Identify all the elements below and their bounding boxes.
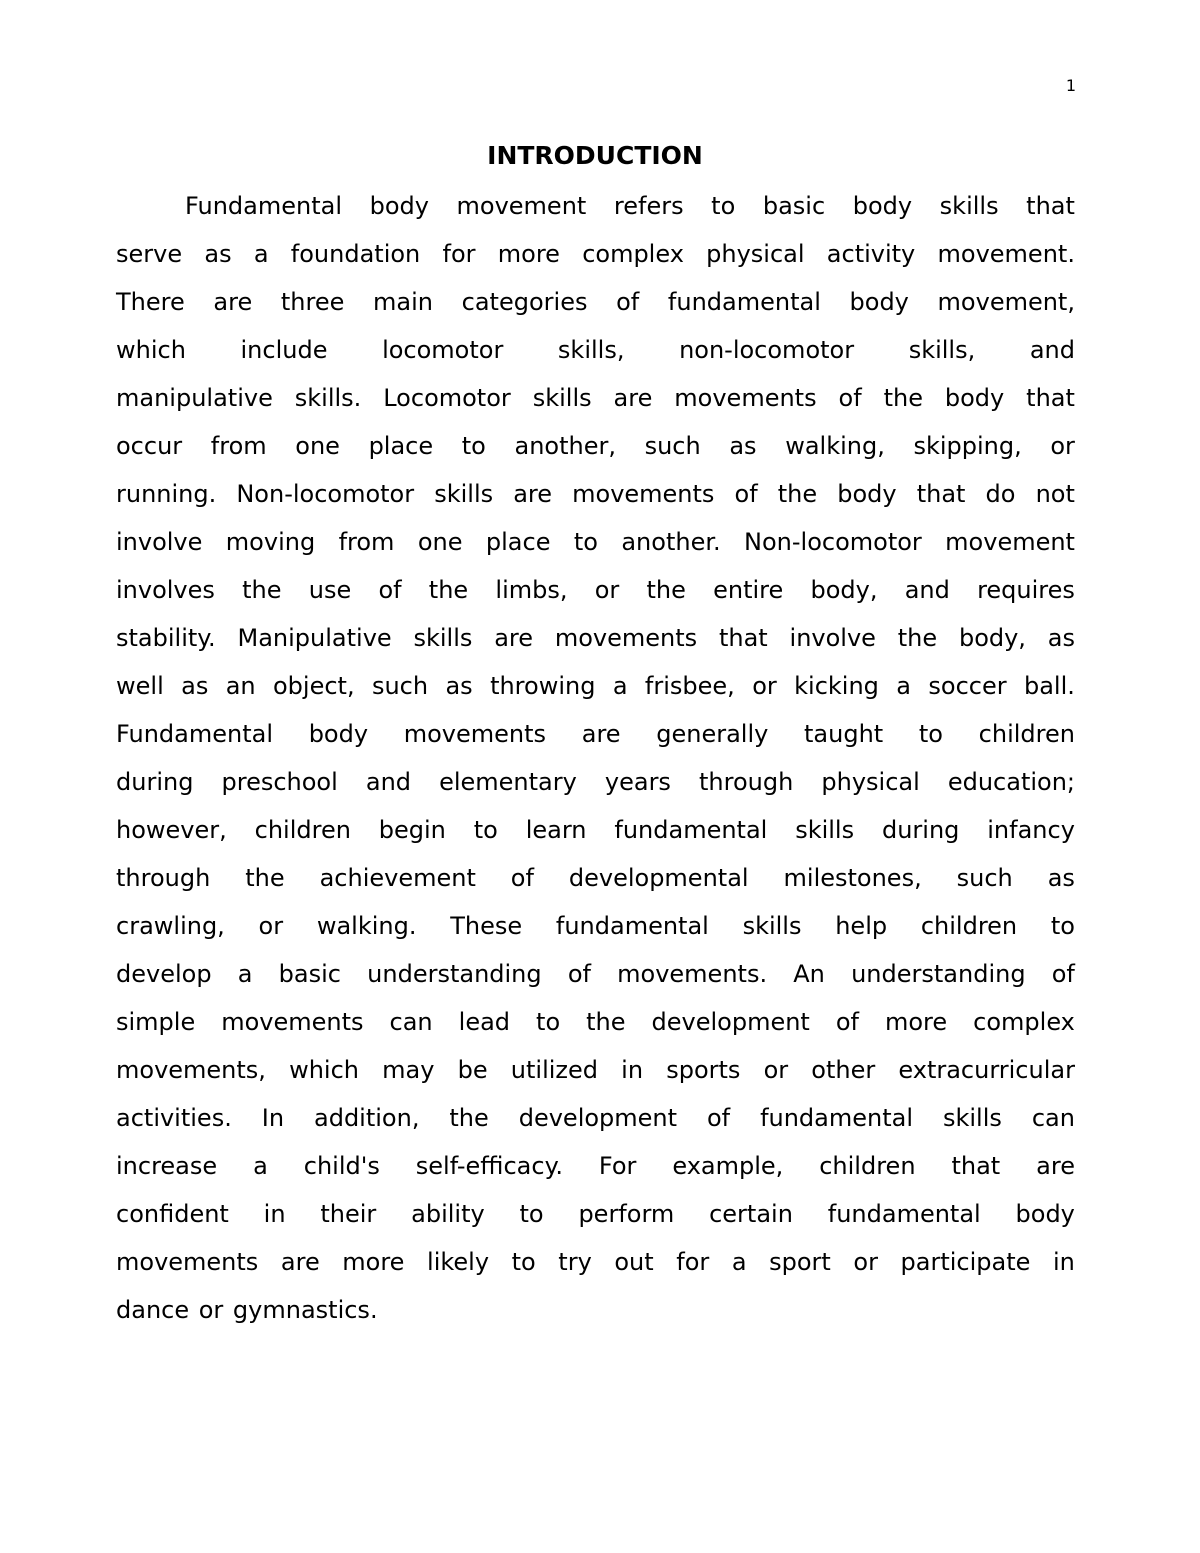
text-line — [116, 998, 1075, 1046]
word: skills — [434, 480, 494, 508]
word: involve — [116, 528, 203, 556]
word: not — [1035, 480, 1075, 508]
word: basic — [278, 960, 341, 988]
word: of — [378, 576, 402, 604]
word: manipulative — [116, 384, 273, 412]
word: movements — [572, 480, 715, 508]
word: more — [342, 1248, 405, 1276]
word: For — [598, 1152, 637, 1180]
word: or — [853, 1248, 878, 1276]
word: Locomotor — [383, 384, 511, 412]
text-line — [116, 806, 1075, 854]
word: place — [368, 432, 434, 460]
word: preschool — [221, 768, 338, 796]
word: walking. — [316, 912, 417, 940]
word: one — [295, 432, 340, 460]
word: be — [457, 1056, 488, 1084]
text-line — [116, 422, 1075, 470]
word: of — [734, 480, 758, 508]
word: limbs, — [495, 576, 568, 604]
word: the — [883, 384, 923, 412]
word: one — [417, 528, 463, 556]
word: which — [116, 336, 186, 364]
word: of — [616, 288, 640, 316]
word: from — [338, 528, 395, 556]
word: body, — [958, 624, 1026, 652]
word: and — [365, 768, 412, 796]
word: utilized — [510, 1056, 599, 1084]
word: involve — [789, 624, 876, 652]
word: extracurricular — [898, 1056, 1075, 1084]
word: the — [586, 1008, 626, 1036]
word: may — [382, 1056, 435, 1084]
word: during — [116, 768, 194, 796]
text-line — [116, 470, 1075, 518]
text-line — [116, 374, 1075, 422]
word: of — [510, 864, 534, 892]
word: increase — [116, 1152, 218, 1180]
word: requires — [977, 576, 1075, 604]
word: body — [369, 192, 429, 220]
word: are — [213, 288, 253, 316]
word: kicking — [794, 672, 879, 700]
text-line — [116, 902, 1075, 950]
text-line — [116, 518, 1075, 566]
word: three — [280, 288, 345, 316]
word: In — [261, 1104, 285, 1132]
word: self-efficacy. — [415, 1152, 563, 1180]
word: in — [263, 1200, 286, 1228]
word: a — [612, 672, 628, 700]
word: Fundamental — [185, 192, 342, 220]
text-line: dance or gymnastics. — [116, 1296, 378, 1324]
word: another. — [621, 528, 721, 556]
word: milestones, — [783, 864, 922, 892]
word: help — [835, 912, 888, 940]
word: of — [567, 960, 591, 988]
word: An — [793, 960, 825, 988]
word: a — [253, 1152, 268, 1180]
text-line — [116, 182, 1075, 230]
text-line — [116, 326, 1075, 374]
word: begin — [378, 816, 446, 844]
word: fundamental — [827, 1200, 981, 1228]
word: sports — [666, 1056, 741, 1084]
word: such — [371, 672, 429, 700]
word: their — [320, 1200, 377, 1228]
text-line — [116, 662, 1075, 710]
word: object, — [273, 672, 355, 700]
word: the — [646, 576, 686, 604]
word: which — [289, 1056, 360, 1084]
word: crawling, — [116, 912, 225, 940]
word: skills. — [294, 384, 362, 412]
word: movements. — [617, 960, 768, 988]
word: sport — [769, 1248, 831, 1276]
word: in — [1053, 1248, 1075, 1276]
word: can — [389, 1008, 433, 1036]
word: body — [852, 192, 913, 220]
word: or — [1050, 432, 1075, 460]
word: a — [237, 960, 253, 988]
word: during — [881, 816, 960, 844]
word: body — [849, 288, 909, 316]
word: as — [1047, 624, 1075, 652]
word: children — [978, 720, 1075, 748]
word: perform — [578, 1200, 675, 1228]
word: as — [729, 432, 757, 460]
word: through — [699, 768, 794, 796]
word: skills — [795, 816, 855, 844]
word: are — [494, 624, 534, 652]
word: the — [245, 864, 285, 892]
word: learn — [525, 816, 587, 844]
word: fundamental — [667, 288, 821, 316]
word: are — [613, 384, 653, 412]
word: Manipulative — [237, 624, 392, 652]
word: children — [920, 912, 1018, 940]
word: as — [181, 672, 209, 700]
word: skills — [942, 1104, 1002, 1132]
word: There — [116, 288, 185, 316]
word: body — [944, 384, 1005, 412]
word: to — [1050, 912, 1075, 940]
word: as — [1047, 864, 1075, 892]
text-line — [116, 614, 1075, 662]
word: movement, — [937, 288, 1075, 316]
word: These — [450, 912, 523, 940]
word: movements — [116, 1248, 259, 1276]
word: child's — [303, 1152, 380, 1180]
word: developmental — [568, 864, 749, 892]
word: another, — [514, 432, 616, 460]
word: children — [819, 1152, 916, 1180]
word: that — [1026, 384, 1075, 412]
word: movements — [403, 720, 547, 748]
word: activities. — [116, 1104, 232, 1132]
word: and — [904, 576, 950, 604]
word: movement. — [937, 240, 1075, 268]
word: well — [116, 672, 164, 700]
word: for — [676, 1248, 710, 1276]
word: are — [513, 480, 553, 508]
word: generally — [656, 720, 769, 748]
word: locomotor — [382, 336, 504, 364]
word: years — [604, 768, 671, 796]
word: that — [916, 480, 966, 508]
word: or — [752, 672, 777, 700]
word: categories — [461, 288, 588, 316]
word: in — [621, 1056, 644, 1084]
word: to — [573, 528, 598, 556]
word: achievement — [319, 864, 476, 892]
word: non-locomotor — [679, 336, 855, 364]
text-line — [116, 1142, 1075, 1190]
word: from — [210, 432, 267, 460]
word: that — [718, 624, 768, 652]
word: try — [558, 1248, 592, 1276]
word: to — [711, 192, 736, 220]
text-line — [116, 1094, 1075, 1142]
word: foundation — [290, 240, 421, 268]
text-line — [116, 854, 1075, 902]
word: more — [497, 240, 560, 268]
text-line — [116, 566, 1075, 614]
word: children — [254, 816, 351, 844]
text-line — [116, 278, 1075, 326]
word: body — [1015, 1200, 1075, 1228]
word: elementary — [439, 768, 577, 796]
word: main — [373, 288, 433, 316]
word: can — [1031, 1104, 1075, 1132]
word: more — [884, 1008, 948, 1036]
word: entire — [713, 576, 784, 604]
word: physical — [821, 768, 920, 796]
text-line — [116, 950, 1075, 998]
word: soccer — [928, 672, 1007, 700]
word: certain — [709, 1200, 793, 1228]
word: skills — [939, 192, 999, 220]
word: activity — [826, 240, 916, 268]
word: addition, — [314, 1104, 420, 1132]
word: or — [763, 1056, 789, 1084]
word: understanding — [851, 960, 1026, 988]
word: that — [1026, 192, 1075, 220]
word: use — [308, 576, 352, 604]
word: as — [445, 672, 473, 700]
word: skills, — [557, 336, 625, 364]
word: fundamental — [555, 912, 709, 940]
word: movement — [456, 192, 587, 220]
word: movements — [554, 624, 698, 652]
word: the — [449, 1104, 489, 1132]
word: skills — [742, 912, 802, 940]
word: Non-locomotor — [236, 480, 415, 508]
word: are — [581, 720, 621, 748]
word: lead — [458, 1008, 511, 1036]
word: confident — [116, 1200, 229, 1228]
word: a — [253, 240, 269, 268]
word: do — [985, 480, 1016, 508]
word: movements — [674, 384, 817, 412]
word: place — [485, 528, 551, 556]
word: include — [240, 336, 328, 364]
word: example, — [672, 1152, 784, 1180]
word: taught — [804, 720, 884, 748]
word: such — [644, 432, 701, 460]
word: such — [956, 864, 1013, 892]
word: moving — [225, 528, 316, 556]
word: the — [897, 624, 938, 652]
word: the — [242, 576, 282, 604]
word: to — [461, 432, 486, 460]
word: out — [614, 1248, 654, 1276]
text-line — [116, 1046, 1075, 1094]
word: movements, — [116, 1056, 266, 1084]
body-paragraph — [116, 182, 1075, 1334]
word: the — [777, 480, 818, 508]
word: skipping, — [913, 432, 1022, 460]
word: and — [1029, 336, 1075, 364]
word: throwing — [490, 672, 596, 700]
word: to — [519, 1200, 544, 1228]
word: of — [1051, 960, 1075, 988]
word: complex — [582, 240, 684, 268]
word: fundamental — [760, 1104, 914, 1132]
word: development — [518, 1104, 678, 1132]
word: to — [511, 1248, 536, 1276]
word: skills — [532, 384, 592, 412]
word: for — [442, 240, 476, 268]
section-heading: INTRODUCTION — [487, 141, 703, 170]
word: develop — [116, 960, 212, 988]
word: serve — [116, 240, 183, 268]
word: the — [428, 576, 469, 604]
text-line — [116, 230, 1075, 278]
word: running. — [116, 480, 217, 508]
word: skills, — [908, 336, 976, 364]
word: as — [204, 240, 232, 268]
word: refers — [613, 192, 684, 220]
word: through — [116, 864, 211, 892]
word: an — [225, 672, 256, 700]
word: body, — [810, 576, 878, 604]
word: infancy — [987, 816, 1075, 844]
word: ability — [411, 1200, 485, 1228]
text-line — [116, 1190, 1075, 1238]
word: fundamental — [614, 816, 768, 844]
word: education; — [947, 768, 1075, 796]
word: a — [896, 672, 911, 700]
word: understanding — [367, 960, 542, 988]
word: of — [706, 1104, 731, 1132]
word: movement — [945, 528, 1075, 556]
word: occur — [116, 432, 183, 460]
word: ball. — [1023, 672, 1075, 700]
word: Fundamental — [116, 720, 273, 748]
word: or — [258, 912, 284, 940]
word: Non-locomotor — [744, 528, 922, 556]
word: simple — [116, 1008, 196, 1036]
word: stability. — [116, 624, 216, 652]
word: to — [536, 1008, 561, 1036]
page-number: 1 — [1065, 76, 1076, 95]
word: walking, — [785, 432, 885, 460]
word: complex — [973, 1008, 1075, 1036]
word: basic — [762, 192, 826, 220]
word: or — [594, 576, 620, 604]
word: involves — [116, 576, 215, 604]
word: a — [731, 1248, 747, 1276]
word: body — [837, 480, 897, 508]
word: likely — [427, 1248, 490, 1276]
word: to — [473, 816, 498, 844]
word: however, — [116, 816, 227, 844]
text-line — [116, 1238, 1075, 1286]
word: movements — [221, 1008, 364, 1036]
word: participate — [900, 1248, 1031, 1276]
word: of — [835, 1008, 859, 1036]
word: body — [308, 720, 369, 748]
word: skills — [413, 624, 473, 652]
word: that — [951, 1152, 1001, 1180]
word: are — [280, 1248, 320, 1276]
word: are — [1036, 1152, 1075, 1180]
word: frisbee, — [644, 672, 735, 700]
text-line — [116, 758, 1075, 806]
word: development — [651, 1008, 810, 1036]
text-line — [116, 710, 1075, 758]
word: to — [918, 720, 943, 748]
word: physical — [706, 240, 805, 268]
word: other — [811, 1056, 876, 1084]
word: of — [838, 384, 862, 412]
